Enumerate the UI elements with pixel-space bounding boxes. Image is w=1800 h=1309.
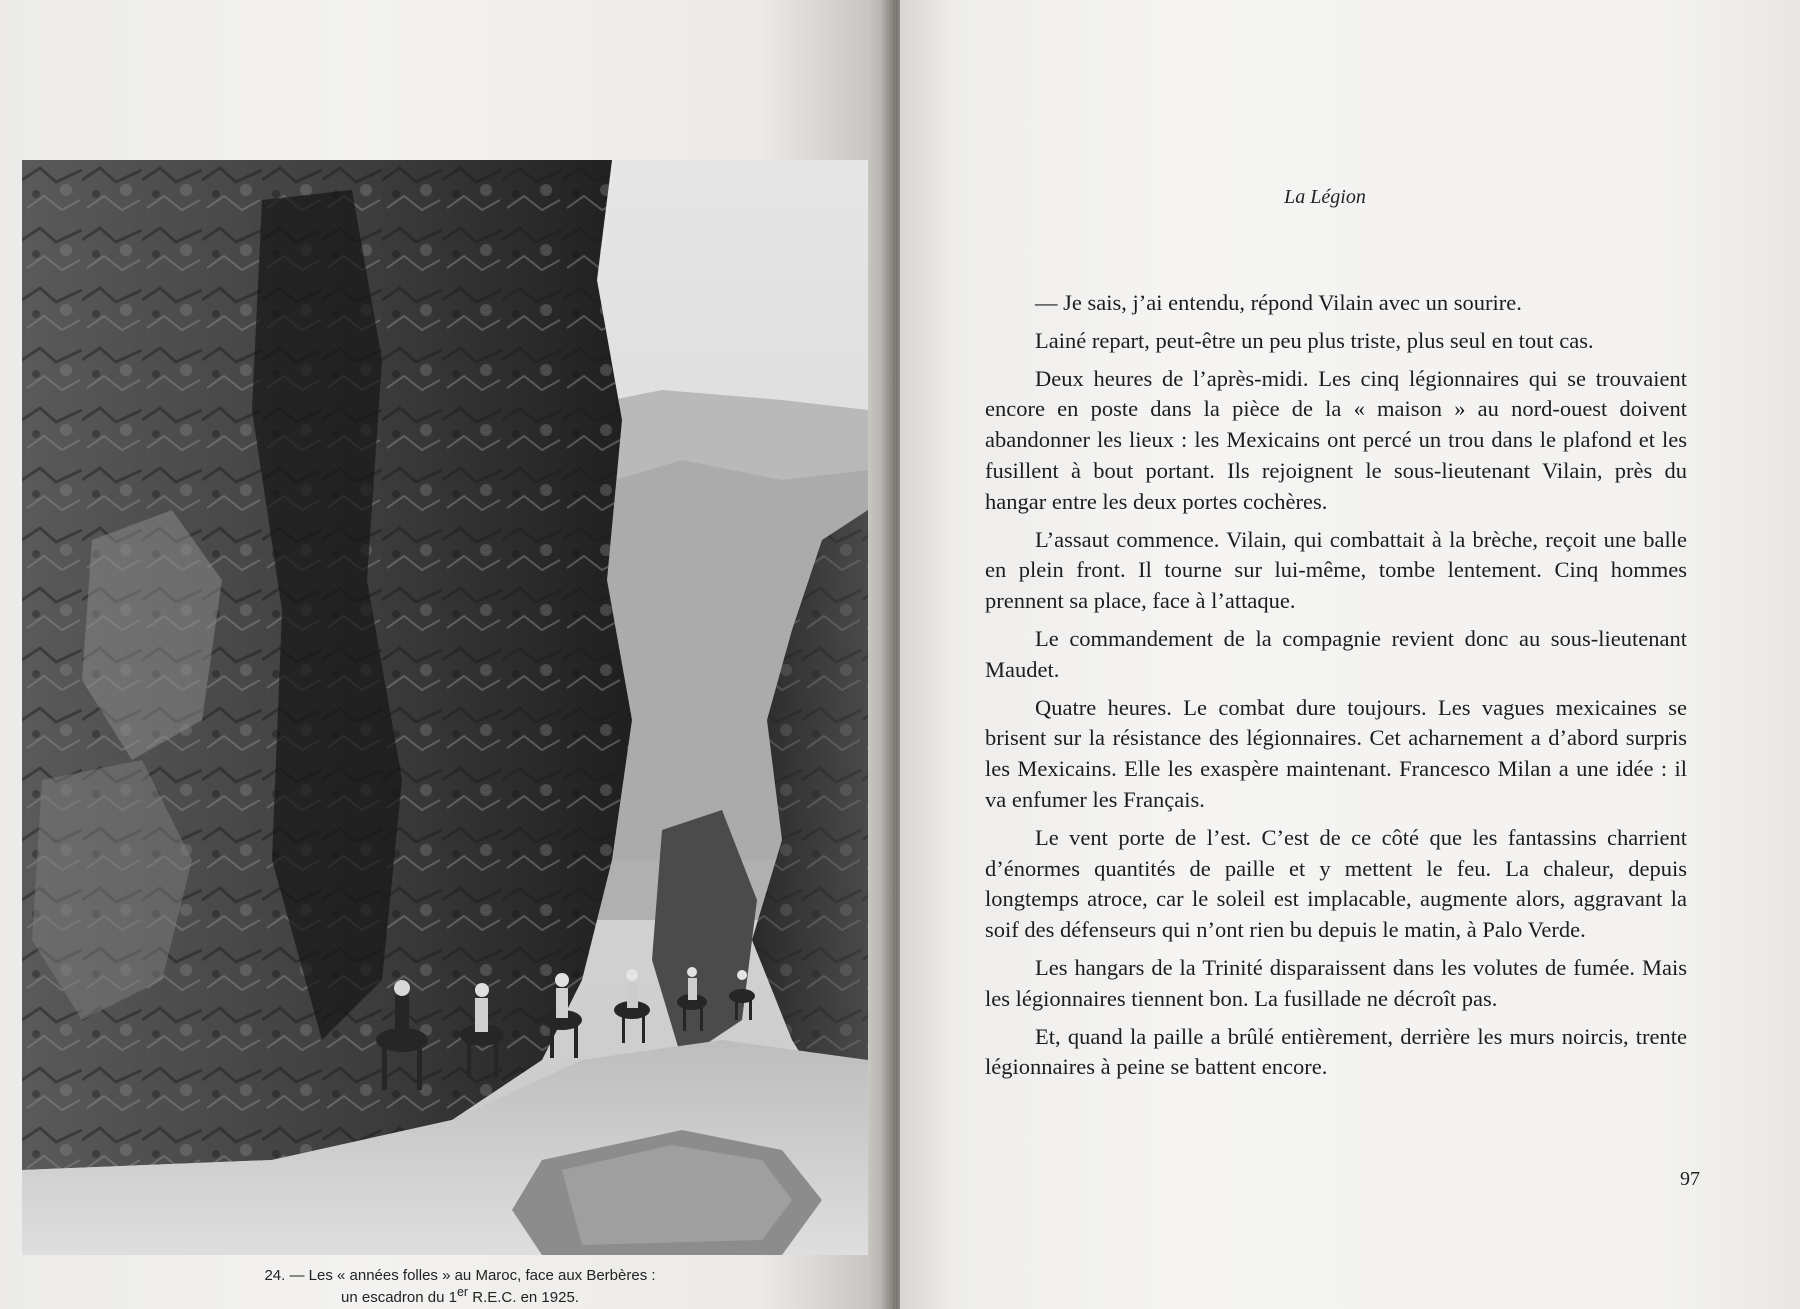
page-number: 97: [1680, 1168, 1700, 1190]
paragraph: Deux heures de l’après-midi. Les cinq légionnaires qui se trouvaient encore en poste dans la pièce de la « maison » au nord-ouest doivent abandonner les lieux : les Mexicains ont percé un trou dans le plafond et les fusillent à bout portant. Ils rejoignent le sous-lieutenant Vilain, près du hangar entre les deux portes cochères.: [985, 365, 1687, 514]
paragraph: Le commandement de la compagnie revient donc au sous-lieutenant Maudet.: [985, 625, 1687, 682]
caption-line-1: 24. — Les « années folles » au Maroc, face aux Berbères :: [264, 1267, 656, 1284]
running-head: La Légion: [1284, 186, 1366, 208]
paragraph: Quatre heures. Le combat dure toujours. Les vagues mexicaines se brisent sur la résistance des légionnaires. Cet acharnement a d’abord surpris les Mexicains. Elle les exaspère maintenant. Francesco Milan a une idée : il va enfumer les Français.: [985, 694, 1687, 812]
caption-line-2: [140, 1284, 780, 1306]
paragraph: Lainé repart, peut-être un peu plus triste, plus seul en tout cas.: [1035, 327, 1594, 353]
caption-superscript: er: [456, 1285, 469, 1299]
left-page: [0, 0, 895, 1309]
photo-caption: [140, 1267, 780, 1306]
paragraph: Les hangars de la Trinité disparaissent dans les volutes de fumée. Mais les légionnaires tiennent bon. La fusillade ne décroît pas.: [985, 954, 1687, 1011]
caption-line-2-start: un escadron du 1: [341, 1289, 457, 1306]
body-text: [985, 288, 1687, 1090]
paragraph: Le vent porte de l’est. C’est de ce côté que les fantassins charrient d’énormes quantités de paille et y mettent le feu. La chaleur, depuis longtemps atroce, car le soleil est implacable, augmente alors, aggravant la soif des défenseurs qui n’ont rien bu depuis le matin, à Palo Verde.: [985, 824, 1687, 943]
paragraph: L’assaut commence. Vilain, qui combattait à la brèche, reçoit une balle en plein front. Il tourne sur lui-même, tombe lentement. Cinq hommes prennent sa place, face à l’attaque.: [985, 526, 1687, 614]
photo-illustration: [22, 160, 868, 1255]
caption-line-2-end: R.E.C. en 1925.: [468, 1289, 579, 1306]
photograph-canyon: [22, 160, 868, 1255]
paragraph: Et, quand la paille a brûlé entièrement, derrière les murs noircis, trente légionnaires à peine se battent encore.: [985, 1023, 1687, 1080]
paragraph: — Je sais, j’ai entendu, répond Vilain avec un sourire.: [1035, 290, 1522, 315]
